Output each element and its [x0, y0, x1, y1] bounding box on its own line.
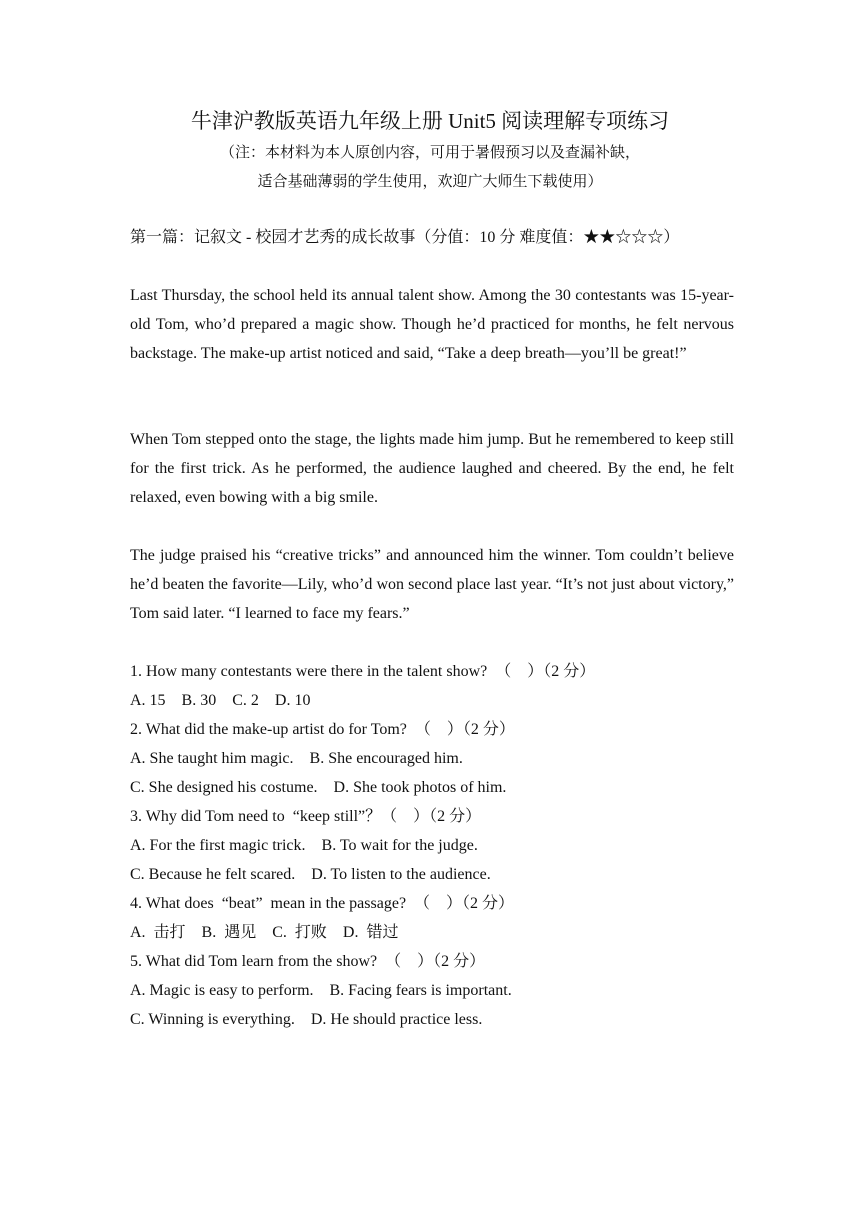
question-list	[130, 657, 750, 1034]
author-note-line-2: 适合基础薄弱的学生使用，欢迎广大师生下载使用）	[257, 172, 603, 190]
passage-paragraph-2: When Tom stepped onto the stage, the lights made him jump. But he remembered to keep still for the first trick. As he performed, the audience laughed and cheered. By the end, he felt relaxed, even bowing with a big smile.	[130, 431, 734, 506]
question-1-options: A. 15 B. 30 C. 2 D. 10	[130, 692, 311, 709]
question-3-stem: 3. Why did Tom need to “keep still”？（ ）（2 分）	[130, 808, 482, 825]
question-2-options-row-2: C. She designed his costume. D. She took photos of him.	[130, 779, 507, 796]
question-5-options-row-1: A. Magic is easy to perform. B. Facing fears is important.	[130, 982, 512, 999]
passage-paragraph-3: The judge praised his “creative tricks” and announced him the winner. Tom couldn’t believe he’d beaten the favorite—Lily, who’d won second place last year. “It’s not just about victory,” Tom said later. “I learned to face my fears.”	[130, 547, 734, 622]
document-title: 牛津沪教版英语九年级上册 Unit5 阅读理解专项练习	[190, 109, 670, 133]
question-4-stem: 4. What does “beat” mean in the passage? （ ）（2 分）	[130, 895, 515, 912]
author-note-line-1: （注：本材料为本人原创内容，可用于暑假预习以及查漏补缺，	[219, 143, 640, 161]
section-heading: 第一篇：记叙文 - 校园才艺秀的成长故事（分值：10 分 难度值：★★☆☆☆）	[130, 229, 680, 246]
question-3-options-row-1: A. For the first magic trick. B. To wait for the judge.	[130, 837, 478, 854]
question-3-options-row-2: C. Because he felt scared. D. To listen to the audience.	[130, 866, 491, 883]
question-2-options-row-1: A. She taught him magic. B. She encouraged him.	[130, 750, 463, 767]
question-2-stem: 2. What did the make-up artist do for Tom? （ ）（2 分）	[130, 721, 515, 738]
question-1-stem: 1. How many contestants were there in the talent show? （ ）（2 分）	[130, 663, 596, 680]
question-5-stem: 5. What did Tom learn from the show? （ ）（2 分）	[130, 953, 486, 970]
passage-paragraph-1: Last Thursday, the school held its annual talent show. Among the 30 contestants was 15-year-old Tom, who’d prepared a magic show. Though he’d practiced for months, he felt nervous backstage. The make-up artist noticed and said, “Take a deep breath—you’ll be great!”	[130, 287, 734, 362]
question-4-options: A. 击打 B. 遇见 C. 打败 D. 错过	[130, 924, 399, 941]
question-5-options-row-2: C. Winning is everything. D. He should practice less.	[130, 1011, 483, 1028]
